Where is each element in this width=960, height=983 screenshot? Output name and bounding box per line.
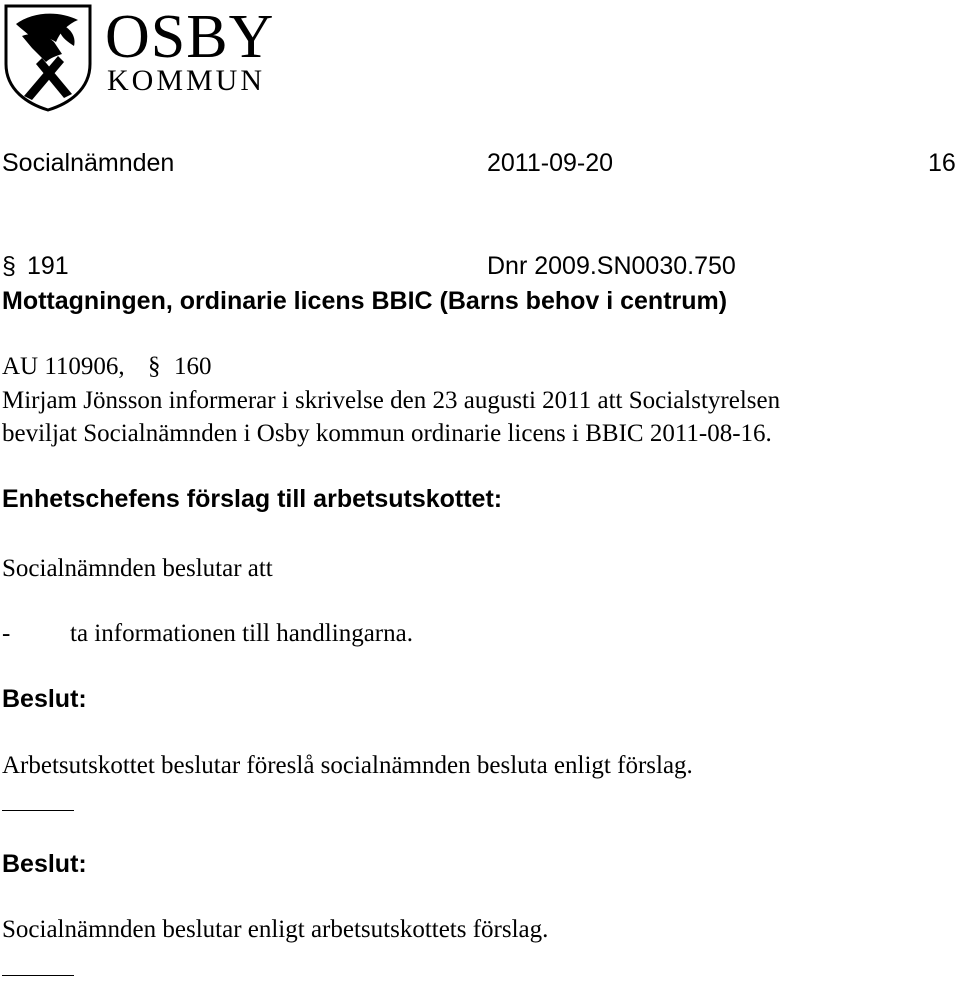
decision-heading-1: Beslut:	[2, 685, 87, 713]
osby-coat-of-arms-icon	[2, 2, 94, 112]
au-reference: AU 110906,	[2, 353, 125, 380]
proposal-item: ta informationen till handlingarna.	[70, 620, 413, 647]
decision-text-2: Socialnämnden beslutar enligt arbetsutskottets förslag.	[2, 916, 549, 943]
reference-symbol: §	[148, 353, 161, 380]
section-number: 191	[27, 252, 69, 280]
body-line-2: beviljat Socialnämnden i Osby kommun ordinarie licens i BBIC 2011-08-16.	[2, 420, 772, 447]
section-symbol: §	[2, 252, 16, 280]
diary-number: Dnr 2009.SN0030.750	[487, 252, 736, 280]
separator-rule	[2, 810, 74, 811]
decision-heading-2: Beslut:	[2, 850, 87, 878]
proposal-intro: Socialnämnden beslutar att	[2, 555, 273, 582]
proposal-heading: Enhetschefens förslag till arbetsutskottet:	[2, 485, 503, 513]
logo-name: OSBY	[105, 3, 275, 71]
logo-subtitle: KOMMUN	[107, 64, 266, 97]
meeting-date: 2011-09-20	[487, 149, 614, 177]
committee-name: Socialnämnden	[2, 149, 175, 177]
reference-number: 160	[174, 353, 212, 380]
page-number: 16	[928, 149, 956, 177]
body-line-1: Mirjam Jönsson informerar i skrivelse den 23 augusti 2011 att Socialstyrelsen	[2, 387, 781, 414]
municipality-logo	[0, 0, 290, 115]
decision-text-1: Arbetsutskottet beslutar föreslå socialnämnden besluta enligt förslag.	[2, 752, 693, 779]
case-title: Mottagningen, ordinarie licens BBIC (Barns behov i centrum)	[2, 287, 728, 315]
proposal-bullet: -	[2, 620, 11, 647]
separator-rule	[2, 975, 74, 976]
